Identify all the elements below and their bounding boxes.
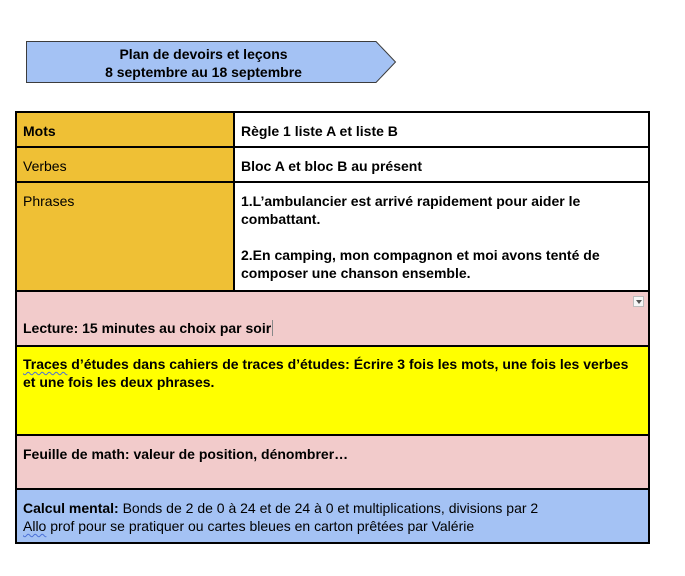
traces-text: d’études dans cahiers de traces d’études: Écrire 3 fois les mots, une fois les verbes et une fois les deux phrases. (23, 356, 629, 390)
dropdown-arrow-icon[interactable] (633, 296, 644, 307)
verbes-value-cell (235, 148, 648, 181)
banner-line-2: 8 septembre au 18 septembre (105, 64, 302, 80)
mots-value: Règle 1 liste A et liste B (241, 123, 398, 139)
calcul-line-2 (23, 517, 642, 535)
calcul-text-2: prof pour se pratiquer ou cartes bleues en carton prêtées par Valérie (46, 518, 475, 534)
phrase-2: 2.En camping, mon compagnon et moi avons tenté de composer une chanson ensemble. (241, 247, 600, 281)
banner-title (26, 45, 381, 81)
mots-label: Mots (23, 123, 56, 139)
traces-cell (17, 347, 648, 434)
phrases-value-cell (235, 183, 648, 290)
lecture-text: Lecture: 15 minutes au choix par soir (23, 320, 272, 336)
phrase-1: 1.L’ambulancier est arrivé rapidement pour aider le combattant. (241, 193, 581, 227)
verbes-label: Verbes (23, 158, 67, 174)
math-text: Feuille de math: valeur de position, dénombrer… (23, 446, 349, 462)
banner-line-1: Plan de devoirs et leçons (119, 46, 288, 62)
verbes-value: Bloc A et bloc B au présent (241, 158, 422, 174)
calcul-text-1: Bonds de 2 de 0 à 24 et de 24 à 0 et multiplications, divisions par 2 (118, 500, 539, 516)
calcul-cell (17, 490, 648, 542)
text-cursor (272, 320, 273, 336)
mots-label-cell (17, 113, 233, 146)
verbes-label-cell (17, 148, 233, 181)
math-cell (17, 436, 648, 488)
calcul-allo-word: Allo (23, 518, 47, 534)
title-banner (26, 41, 396, 83)
homework-table (15, 111, 650, 544)
calcul-label: Calcul mental: (23, 500, 119, 516)
mots-value-cell (235, 113, 648, 146)
phrases-label-cell (17, 183, 233, 290)
calcul-line-1 (23, 499, 642, 517)
traces-word: Traces (23, 356, 68, 372)
lecture-cell[interactable] (17, 292, 648, 345)
phrases-label: Phrases (23, 193, 75, 209)
